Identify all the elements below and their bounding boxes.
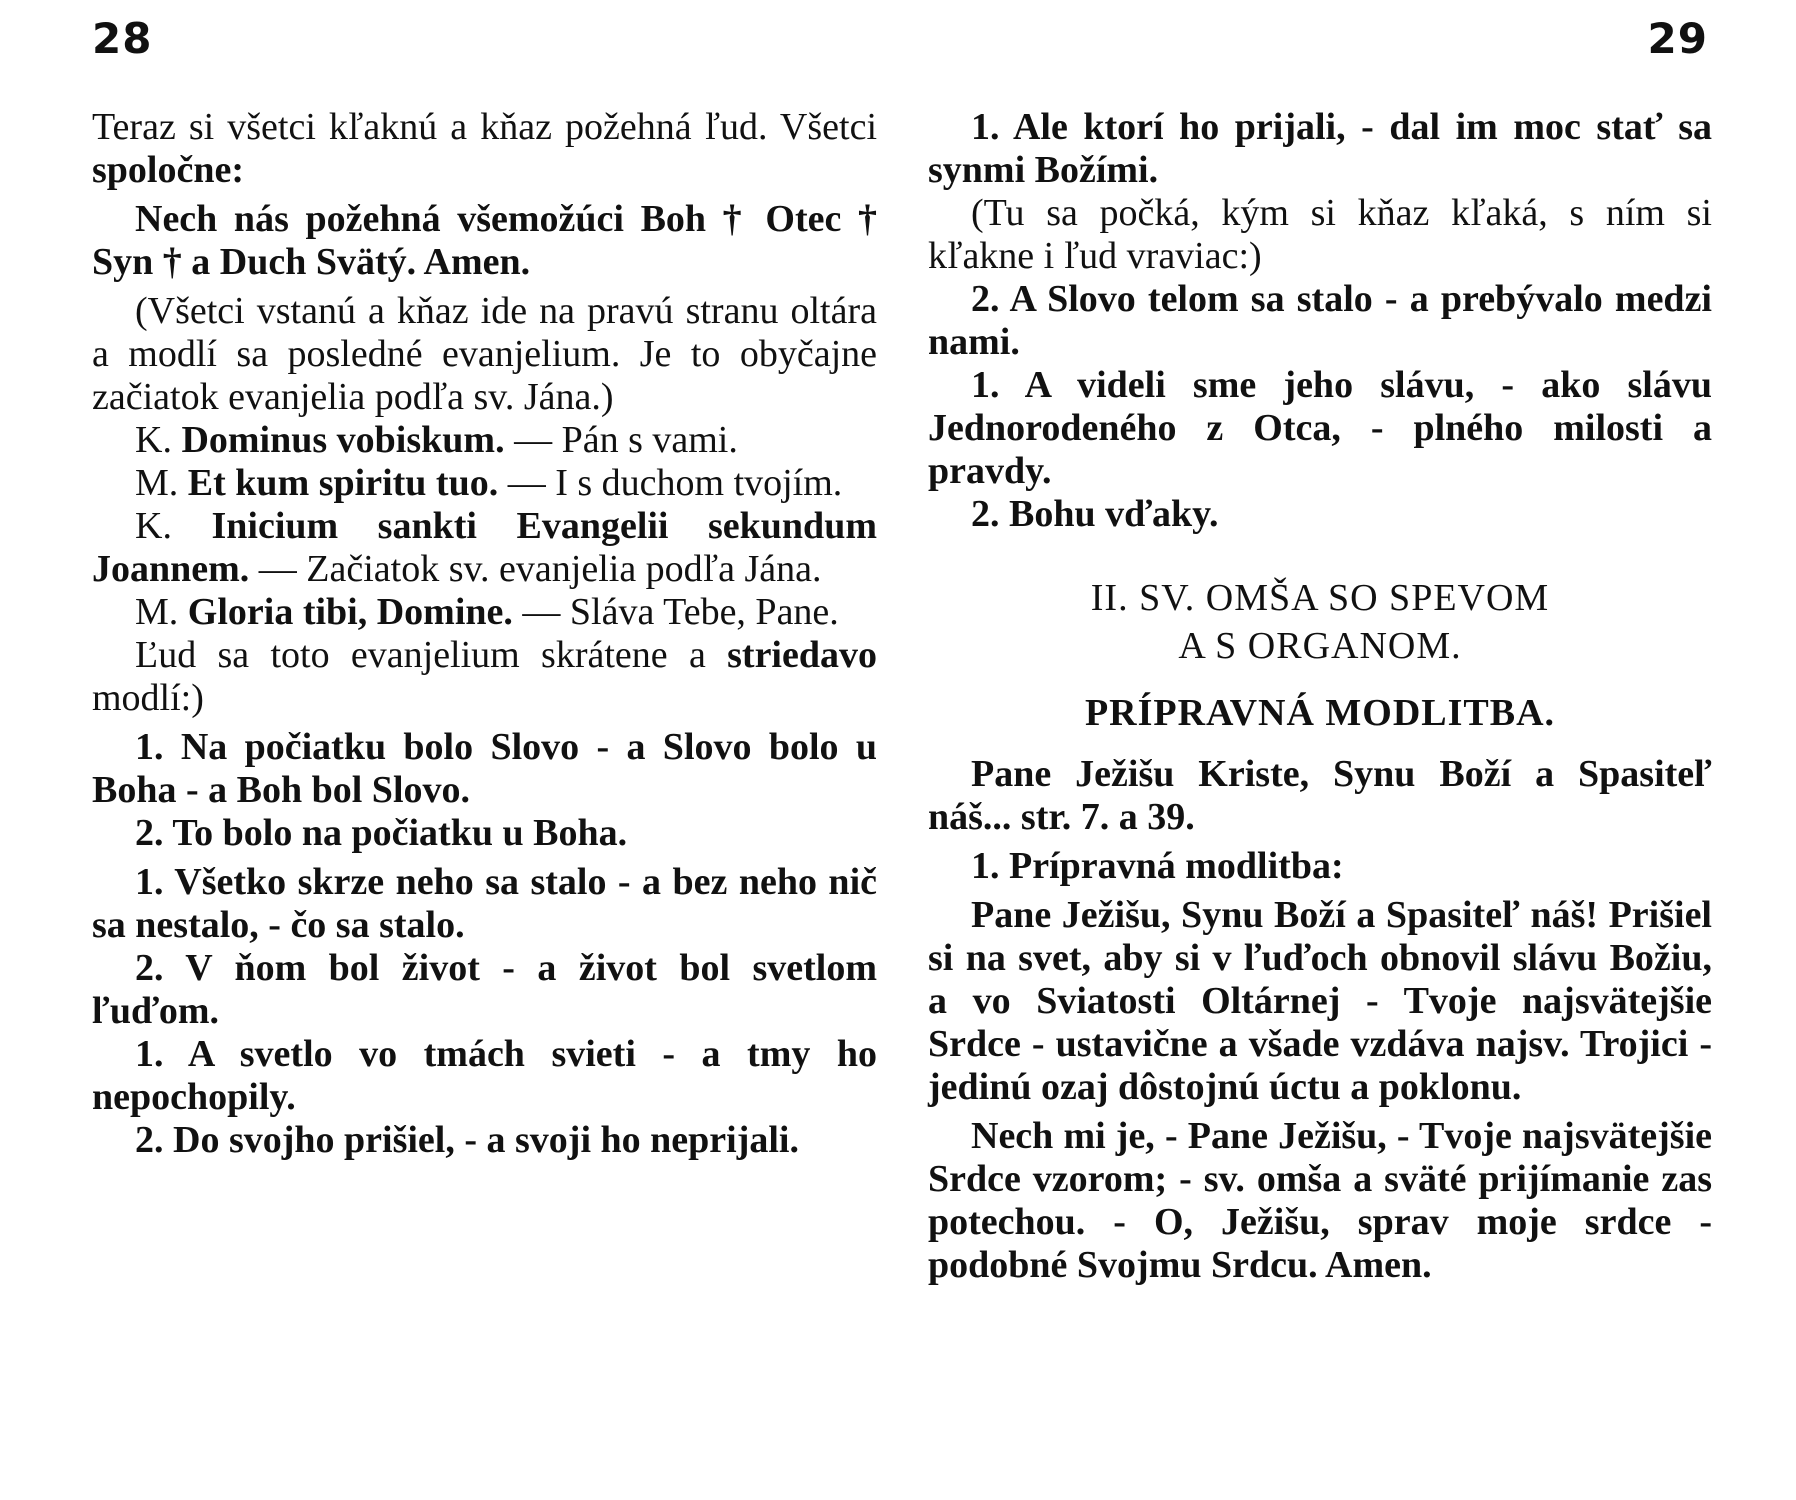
blessing-prayer: Nech nás požehná všemožúci Boh † Otec † Syn † a Duch Svätý. Amen. — [92, 198, 877, 283]
dialogue-line: M. Gloria tibi, Domine. — Sláva Tebe, Pane. — [135, 591, 839, 633]
section-heading: A S ORGANOM. — [1178, 625, 1462, 667]
dialogue-line: K. Inicium sankti Evangelii sekundum Joannem. — Začiatok sv. evanjelia podľa Jána. — [92, 505, 877, 590]
dialogue-line: M. Et kum spiritu tuo. — I s duchom tvojím. — [135, 462, 843, 504]
page-number-left: 28 — [92, 14, 153, 63]
paragraph: Teraz si všetci kľaknú a kňaz požehná ľud. Všetci spoločne: — [92, 106, 877, 191]
verse: 2. To bolo na počiatku u Boha. — [135, 812, 628, 854]
right-page-column — [928, 106, 1712, 1287]
verse: 1. Ale ktorí ho prijali, - dal im moc stať sa synmi Božími. — [928, 106, 1712, 191]
verse: 2. A Slovo telom sa stalo - a prebývalo medzi nami. — [928, 278, 1712, 363]
rubric: Ľud sa toto evanjelium skrátene a striedavo modlí:) — [92, 634, 877, 719]
verse: 1. Na počiatku bolo Slovo - a Slovo bolo u Boha - a Boh bol Slovo. — [92, 726, 877, 811]
prayer-text: Pane Ježišu, Synu Boží a Spasiteľ náš! Prišiel si na svet, aby si v ľuďoch obnovil slávu Božiu, a vo Sviatosti Oltárnej - Tvoje najsvätejšie Srdce - ustavične a všade vzdáva najsv. Trojici - jedinú ozaj dôstojnú úctu a poklonu. — [928, 894, 1712, 1108]
page-number-right: 29 — [1647, 14, 1708, 63]
rubric: (Všetci vstanú a kňaz ide na pravú stranu oltára a modlí sa posledné evanjelium. Je to obyčajne začiatok evanjelia podľa sv. Jána.) — [92, 290, 877, 418]
left-page-column — [92, 106, 877, 1162]
verse: 2. V ňom bol život - a život bol svetlom ľuďom. — [92, 947, 877, 1032]
verse: 1. A videli sme jeho slávu, - ako slávu Jednorodeného z Otca, - plného milosti a pravdy. — [928, 364, 1712, 492]
prayer-heading: PRÍPRAVNÁ MODLITBA. — [1084, 692, 1556, 734]
dialogue-line: K. Dominus vobiskum. — Pán s vami. — [135, 419, 738, 461]
verse: 2. Do svojho prišiel, - a svoji ho neprijali. — [135, 1119, 799, 1161]
paragraph: Pane Ježišu Kriste, Synu Boží a Spasiteľ náš... str. 7. a 39. — [928, 753, 1712, 838]
rubric: (Tu sa počká, kým si kňaz kľaká, s ním si kľakne i ľud vraviac:) — [928, 192, 1712, 277]
prayer-text: Nech mi je, - Pane Ježišu, - Tvoje najsvätejšie Srdce vzorom; - sv. omša a sväté prijímanie zas potechou. - O, Ježišu, sprav moje srdce - podobné Svojmu Srdcu. Amen. — [928, 1115, 1712, 1286]
verse: 2. Bohu vďaky. — [971, 493, 1219, 535]
paragraph: 1. Prípravná modlitba: — [971, 845, 1344, 887]
verse: 1. Všetko skrze neho sa stalo - a bez neho nič sa nestalo, - čo sa stalo. — [92, 861, 877, 946]
section-heading: II. SV. OMŠA SO SPEVOM — [1090, 577, 1550, 619]
verse: 1. A svetlo vo tmách svieti - a tmy ho nepochopily. — [92, 1033, 877, 1118]
